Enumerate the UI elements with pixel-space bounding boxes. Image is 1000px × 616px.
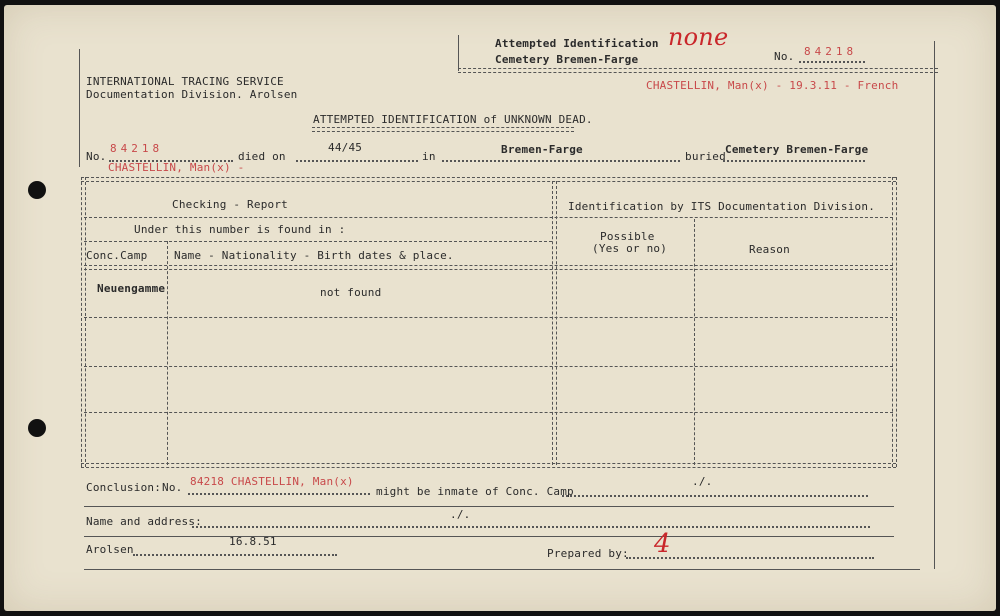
died-dots	[296, 160, 418, 162]
table-bottom-border	[81, 463, 896, 468]
row1-camp: Neuengamme	[97, 282, 166, 295]
buried-label: buried	[685, 150, 726, 163]
record-no-value: 84218	[110, 142, 164, 155]
row1-name: not found	[320, 286, 382, 299]
camp-name-divider	[167, 241, 168, 465]
name-address-label: Name and address:	[86, 515, 202, 528]
top-box-line1: Attempted Identification	[495, 37, 659, 50]
record-name: CHASTELLIN, Man(x) -	[108, 161, 245, 174]
footer-rule-1	[84, 506, 894, 507]
col-camp: Conc.Camp	[86, 249, 148, 262]
inmate-dots	[562, 495, 868, 497]
row-rule-1	[84, 317, 893, 318]
top-no-label: No.	[774, 50, 795, 63]
table-top-border	[81, 177, 896, 182]
left-margin-line	[79, 49, 80, 167]
header-rule	[84, 217, 893, 218]
col-possible-1: Possible	[600, 230, 655, 243]
died-label: died on	[238, 150, 286, 163]
name-address-dots	[192, 526, 870, 528]
date-value: 16.8.51	[229, 535, 277, 548]
top-box-line2: Cemetery Bremen-Farge	[495, 53, 639, 66]
footer-rule-3	[84, 569, 920, 570]
form-title: ATTEMPTED IDENTIFICATION of UNKNOWN DEAD.	[313, 113, 593, 126]
title-underline	[312, 127, 574, 132]
checking-report-header: Checking - Report	[172, 198, 288, 211]
col-name: Name - Nationality - Birth dates & place.	[174, 249, 454, 262]
top-box-bottom-border	[458, 68, 938, 73]
identification-header: Identification by ITS Documentation Division.	[568, 200, 876, 213]
conclusion-value: 84218 CHASTELLIN, Man(x)	[190, 475, 354, 488]
top-no-value: 84218	[804, 45, 858, 58]
under-number-text: Under this number is found in :	[134, 223, 346, 236]
conclusion-no-label: No.	[162, 481, 183, 494]
place-label: Arolsen	[86, 543, 134, 556]
punch-hole-bottom	[28, 419, 46, 437]
table-right-border	[892, 177, 897, 467]
row-rule-3	[84, 412, 893, 413]
col-possible-2: (Yes or no)	[592, 242, 668, 255]
date-dots	[133, 554, 337, 556]
inmate-text: might be inmate of Conc. Camp	[376, 485, 574, 498]
conclusion-dots	[188, 493, 370, 495]
record-no-label: No.	[86, 150, 107, 163]
handwritten-note: none	[668, 23, 729, 51]
prepared-signature: 4	[654, 529, 671, 559]
footer-rule-2	[84, 536, 894, 537]
prepared-label: Prepared by:	[547, 547, 629, 560]
table-left-border	[81, 177, 86, 467]
right-margin-line	[934, 41, 935, 569]
buried-value: Cemetery Bremen-Farge	[725, 143, 869, 156]
died-value: 44/45	[328, 141, 363, 154]
org-line1: INTERNATIONAL TRACING SERVICE	[86, 75, 284, 88]
conclusion-label: Conclusion:	[86, 481, 162, 494]
possible-reason-divider	[694, 219, 695, 465]
prepared-dots	[626, 557, 874, 559]
org-line2: Documentation Division. Arolsen	[86, 88, 298, 101]
in-label: in	[422, 150, 436, 163]
buried-dots	[723, 160, 865, 162]
table-middle-divider	[552, 181, 557, 465]
column-header-underline	[84, 265, 893, 270]
punch-hole-top	[28, 181, 46, 199]
subheader-rule	[84, 241, 552, 242]
name-address-value: ./.	[450, 508, 471, 521]
row-rule-2	[84, 366, 893, 367]
top-no-dots	[799, 61, 865, 63]
col-reason: Reason	[749, 243, 790, 256]
top-box-left-border	[458, 35, 459, 71]
inmate-value: ./.	[692, 475, 713, 488]
in-value: Bremen-Farge	[501, 143, 583, 156]
index-card	[4, 5, 996, 611]
subject-line: CHASTELLIN, Man(x) - 19.3.11 - French	[646, 79, 899, 92]
in-dots	[442, 160, 680, 162]
